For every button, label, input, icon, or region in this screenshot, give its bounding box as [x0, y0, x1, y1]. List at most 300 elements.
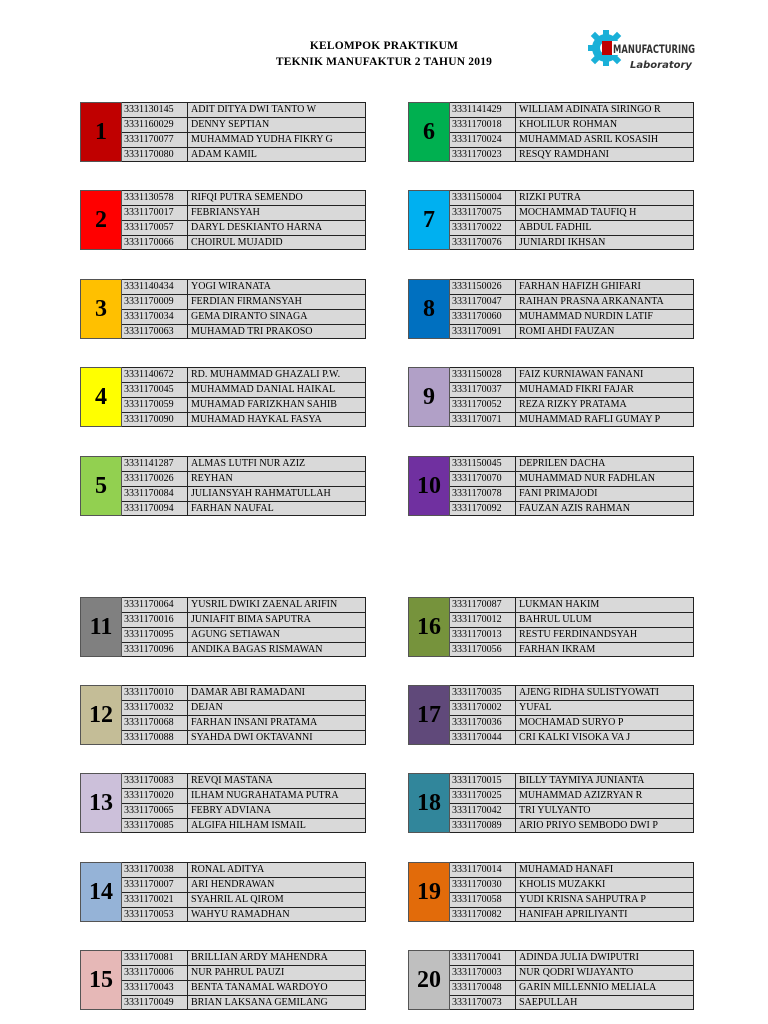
student-name: GEMA DIRANTO SINAGA	[188, 309, 366, 324]
student-name: ALGIFA HILHAM ISMAIL	[188, 818, 366, 833]
group-5	[80, 456, 366, 516]
group-20	[408, 950, 694, 1010]
student-name: AGUNG SETIAWAN	[188, 627, 366, 642]
group-7	[408, 190, 694, 250]
student-name: MUHAMAD FIKRI FAJAR	[516, 382, 694, 397]
student-name: FARHAN INSANI PRATAMA	[188, 715, 366, 730]
student-id: 3331170015	[450, 773, 516, 788]
table-row	[450, 412, 694, 427]
student-id: 3331170095	[122, 627, 188, 642]
table-row	[450, 597, 694, 612]
student-id: 3331170024	[450, 132, 516, 147]
student-id: 3331170063	[122, 324, 188, 339]
page-title: KELOMPOK PRAKTIKUM	[309, 40, 459, 52]
group-number: 7	[408, 190, 450, 250]
member-table	[122, 279, 366, 339]
student-id: 3331170010	[122, 685, 188, 700]
student-name: AJENG RIDHA SULISTYOWATI	[516, 685, 694, 700]
student-id: 3331170018	[450, 117, 516, 132]
student-id: 3331170070	[450, 471, 516, 486]
table-row	[122, 803, 366, 818]
table-row	[122, 950, 366, 965]
table-row	[450, 965, 694, 980]
table-row	[122, 730, 366, 745]
student-id: 3331170041	[450, 950, 516, 965]
table-row	[122, 818, 366, 833]
student-id: 3331170058	[450, 892, 516, 907]
student-name: MUHAMMAD DANIAL HAIKAL	[188, 382, 366, 397]
table-row	[122, 907, 366, 922]
page-subtitle: TEKNIK MANUFAKTUR 2 TAHUN 2019	[275, 56, 493, 68]
student-id: 3331170038	[122, 862, 188, 877]
student-name: SYAHDA DWI OKTAVANNI	[188, 730, 366, 745]
group-number: 13	[80, 773, 122, 833]
student-name: MUHAMAD HAYKAL FASYA	[188, 412, 366, 427]
student-name: RESQY RAMDHANI	[516, 147, 694, 162]
student-name: KHOLIS MUZAKKI	[516, 877, 694, 892]
student-id: 3331170060	[450, 309, 516, 324]
student-name: JUNIARDI IKHSAN	[516, 235, 694, 250]
table-row	[450, 471, 694, 486]
student-id: 3331170047	[450, 294, 516, 309]
group-number: 15	[80, 950, 122, 1010]
student-name: KHOLILUR ROHMAN	[516, 117, 694, 132]
table-row	[122, 220, 366, 235]
student-id: 3331170052	[450, 397, 516, 412]
group-2	[80, 190, 366, 250]
member-table	[122, 773, 366, 833]
student-name: MUHAMMAD NUR FADHLAN	[516, 471, 694, 486]
student-name: LUKMAN HAKIM	[516, 597, 694, 612]
group-9	[408, 367, 694, 427]
student-name: YUFAL	[516, 700, 694, 715]
student-name: BENTA TANAMAL WARDOYO	[188, 980, 366, 995]
group-16	[408, 597, 694, 657]
table-row	[122, 132, 366, 147]
student-name: BRIAN LAKSANA GEMILANG	[188, 995, 366, 1010]
table-row	[450, 818, 694, 833]
table-row	[450, 642, 694, 657]
table-row	[122, 486, 366, 501]
table-row	[122, 597, 366, 612]
group-number: 6	[408, 102, 450, 162]
student-name: NUR QODRI WIJAYANTO	[516, 965, 694, 980]
student-id: 3331130145	[122, 102, 188, 117]
member-table	[122, 190, 366, 250]
student-id: 3331170012	[450, 612, 516, 627]
member-table	[450, 279, 694, 339]
student-name: RONAL ADITYA	[188, 862, 366, 877]
member-table	[450, 102, 694, 162]
table-row	[450, 324, 694, 339]
student-id: 3331170026	[122, 471, 188, 486]
student-name: DAMAR ABI RAMADANI	[188, 685, 366, 700]
student-name: ARIO PRIYO SEMBODO DWI P	[516, 818, 694, 833]
group-11	[80, 597, 366, 657]
student-name: DEJAN	[188, 700, 366, 715]
group-number: 17	[408, 685, 450, 745]
student-name: ADAM KAMIL	[188, 147, 366, 162]
student-name: ADIT DITYA DWI TANTO W	[188, 102, 366, 117]
table-row	[450, 995, 694, 1010]
student-name: GARIN MILLENNIO MELIALA	[516, 980, 694, 995]
student-id: 3331170032	[122, 700, 188, 715]
student-id: 3331170076	[450, 235, 516, 250]
logo-text: MANUFACTURING	[613, 42, 695, 56]
table-row	[450, 877, 694, 892]
student-name: BRILLIAN ARDY MAHENDRA	[188, 950, 366, 965]
member-table	[450, 862, 694, 922]
group-number: 20	[408, 950, 450, 1010]
member-table	[122, 456, 366, 516]
group-18	[408, 773, 694, 833]
student-id: 3331170034	[122, 309, 188, 324]
student-name: DENNY SEPTIAN	[188, 117, 366, 132]
student-id: 3331170080	[122, 147, 188, 162]
table-row	[450, 486, 694, 501]
table-row	[450, 294, 694, 309]
member-table	[122, 862, 366, 922]
student-name: MUHAMAD HANAFI	[516, 862, 694, 877]
member-table	[122, 597, 366, 657]
student-name: ADINDA JULIA DWIPUTRI	[516, 950, 694, 965]
student-name: FAIZ KURNIAWAN FANANI	[516, 367, 694, 382]
student-id: 3331170048	[450, 980, 516, 995]
table-row	[122, 892, 366, 907]
member-table	[450, 367, 694, 427]
student-name: RESTU FERDINANDSYAH	[516, 627, 694, 642]
table-row	[122, 685, 366, 700]
student-id: 3331140434	[122, 279, 188, 294]
student-id: 3331170023	[450, 147, 516, 162]
student-name: FAUZAN AZIS RAHMAN	[516, 501, 694, 516]
student-name: MUHAMMAD ASRIL KOSASIH	[516, 132, 694, 147]
student-name: SAEPULLAH	[516, 995, 694, 1010]
table-row	[122, 642, 366, 657]
group-number: 19	[408, 862, 450, 922]
student-id: 3331170006	[122, 965, 188, 980]
group-number: 11	[80, 597, 122, 657]
student-name: CHOIRUL MUJADID	[188, 235, 366, 250]
student-name: REVQI MASTANA	[188, 773, 366, 788]
student-id: 3331170092	[450, 501, 516, 516]
student-name: REZA RIZKY PRATAMA	[516, 397, 694, 412]
student-id: 3331170036	[450, 715, 516, 730]
student-id: 3331150045	[450, 456, 516, 471]
student-id: 3331170068	[122, 715, 188, 730]
student-id: 3331150004	[450, 190, 516, 205]
member-table	[122, 685, 366, 745]
table-row	[450, 190, 694, 205]
table-row	[450, 803, 694, 818]
group-number: 8	[408, 279, 450, 339]
table-row	[450, 685, 694, 700]
student-id: 3331170045	[122, 382, 188, 397]
table-row	[450, 382, 694, 397]
student-name: NUR PAHRUL PAUZI	[188, 965, 366, 980]
student-name: ARI HENDRAWAN	[188, 877, 366, 892]
group-8	[408, 279, 694, 339]
table-row	[122, 471, 366, 486]
table-row	[122, 862, 366, 877]
table-row	[122, 190, 366, 205]
student-id: 3331170042	[450, 803, 516, 818]
table-row	[450, 147, 694, 162]
group-3	[80, 279, 366, 339]
table-row	[450, 892, 694, 907]
group-number: 4	[80, 367, 122, 427]
group-14	[80, 862, 366, 922]
group-19	[408, 862, 694, 922]
student-id: 3331140672	[122, 367, 188, 382]
member-table	[122, 367, 366, 427]
manufacturing-lab-logo	[588, 24, 698, 76]
student-id: 3331170013	[450, 627, 516, 642]
table-row	[450, 235, 694, 250]
group-17	[408, 685, 694, 745]
student-id: 3331170016	[122, 612, 188, 627]
student-id: 3331170084	[122, 486, 188, 501]
group-6	[408, 102, 694, 162]
group-number: 10	[408, 456, 450, 516]
student-name: RAIHAN PRASNA ARKANANTA	[516, 294, 694, 309]
student-name: FEBRIANSYAH	[188, 205, 366, 220]
table-row	[450, 279, 694, 294]
student-id: 3331170066	[122, 235, 188, 250]
student-id: 3331170017	[122, 205, 188, 220]
student-id: 3331170087	[450, 597, 516, 612]
student-name: REYHAN	[188, 471, 366, 486]
table-row	[122, 501, 366, 516]
student-id: 3331170007	[122, 877, 188, 892]
group-number: 3	[80, 279, 122, 339]
student-id: 3331170064	[122, 597, 188, 612]
student-name: MUHAMAD TRI PRAKOSO	[188, 324, 366, 339]
student-id: 3331170043	[122, 980, 188, 995]
student-name: CRI KALKI VISOKA VA J	[516, 730, 694, 745]
member-table	[122, 102, 366, 162]
student-id: 3331170090	[122, 412, 188, 427]
student-name: YOGI WIRANATA	[188, 279, 366, 294]
student-name: FANI PRIMAJODI	[516, 486, 694, 501]
member-table	[122, 950, 366, 1010]
table-row	[122, 309, 366, 324]
student-name: FARHAN NAUFAL	[188, 501, 366, 516]
student-id: 3331170096	[122, 642, 188, 657]
student-id: 3331170089	[450, 818, 516, 833]
student-id: 3331141429	[450, 102, 516, 117]
student-id: 3331170009	[122, 294, 188, 309]
student-id: 3331170077	[122, 132, 188, 147]
student-id: 3331170056	[450, 642, 516, 657]
student-id: 3331160029	[122, 117, 188, 132]
student-id: 3331170088	[122, 730, 188, 745]
table-row	[450, 730, 694, 745]
table-row	[122, 324, 366, 339]
member-table	[450, 950, 694, 1010]
table-row	[122, 612, 366, 627]
table-row	[450, 700, 694, 715]
table-row	[122, 877, 366, 892]
student-id: 3331170082	[450, 907, 516, 922]
table-row	[450, 612, 694, 627]
group-1	[80, 102, 366, 162]
group-number: 5	[80, 456, 122, 516]
student-id: 3331170037	[450, 382, 516, 397]
table-row	[450, 788, 694, 803]
table-row	[122, 397, 366, 412]
student-id: 3331170021	[122, 892, 188, 907]
student-id: 3331170075	[450, 205, 516, 220]
student-id: 3331170078	[450, 486, 516, 501]
student-name: MOCHAMAD SURYO P	[516, 715, 694, 730]
table-row	[122, 965, 366, 980]
table-row	[122, 205, 366, 220]
member-table	[450, 456, 694, 516]
group-4	[80, 367, 366, 427]
student-name: ILHAM NUGRAHATAMA PUTRA	[188, 788, 366, 803]
table-row	[450, 205, 694, 220]
student-id: 3331170053	[122, 907, 188, 922]
student-id: 3331170002	[450, 700, 516, 715]
logo-subtext: Laboratory	[630, 60, 692, 71]
table-row	[450, 715, 694, 730]
table-row	[122, 147, 366, 162]
student-name: ANDIKA BAGAS RISMAWAN	[188, 642, 366, 657]
student-name: FERDIAN FIRMANSYAH	[188, 294, 366, 309]
student-name: BAHRUL ULUM	[516, 612, 694, 627]
member-table	[450, 190, 694, 250]
table-row	[450, 456, 694, 471]
group-12	[80, 685, 366, 745]
table-row	[450, 220, 694, 235]
student-id: 3331170085	[122, 818, 188, 833]
group-number: 12	[80, 685, 122, 745]
student-id: 3331141287	[122, 456, 188, 471]
group-number: 1	[80, 102, 122, 162]
student-name: FEBRY ADVIANA	[188, 803, 366, 818]
table-row	[122, 117, 366, 132]
student-id: 3331170094	[122, 501, 188, 516]
student-name: HANIFAH APRILIYANTI	[516, 907, 694, 922]
student-name: ABDUL FADHIL	[516, 220, 694, 235]
table-row	[450, 627, 694, 642]
table-row	[450, 862, 694, 877]
student-id: 3331150028	[450, 367, 516, 382]
student-name: BILLY TAYMIYA JUNIANTA	[516, 773, 694, 788]
student-name: RIZKI PUTRA	[516, 190, 694, 205]
student-id: 3331170073	[450, 995, 516, 1010]
group-number: 14	[80, 862, 122, 922]
table-row	[122, 235, 366, 250]
student-name: TRI YULYANTO	[516, 803, 694, 818]
table-row	[122, 980, 366, 995]
student-id: 3331170057	[122, 220, 188, 235]
table-row	[450, 367, 694, 382]
table-row	[122, 773, 366, 788]
member-table	[450, 773, 694, 833]
group-10	[408, 456, 694, 516]
student-name: JULIANSYAH RAHMATULLAH	[188, 486, 366, 501]
member-table	[450, 597, 694, 657]
student-name: DARYL DESKIANTO HARNA	[188, 220, 366, 235]
table-row	[450, 773, 694, 788]
student-id: 3331170091	[450, 324, 516, 339]
table-row	[450, 117, 694, 132]
student-id: 3331150026	[450, 279, 516, 294]
table-row	[122, 627, 366, 642]
member-table	[450, 685, 694, 745]
student-name: WILLIAM ADINATA SIRINGO R	[516, 102, 694, 117]
group-number: 18	[408, 773, 450, 833]
group-number: 2	[80, 190, 122, 250]
student-name: FARHAN IKRAM	[516, 642, 694, 657]
student-name: DEPRILEN DACHA	[516, 456, 694, 471]
student-name: WAHYU RAMADHAN	[188, 907, 366, 922]
student-id: 3331170014	[450, 862, 516, 877]
table-row	[122, 382, 366, 397]
student-name: FARHAN HAFIZH GHIFARI	[516, 279, 694, 294]
table-row	[122, 102, 366, 117]
student-id: 3331170083	[122, 773, 188, 788]
table-row	[450, 907, 694, 922]
student-id: 3331170065	[122, 803, 188, 818]
group-number: 16	[408, 597, 450, 657]
table-row	[122, 412, 366, 427]
table-row	[122, 367, 366, 382]
student-id: 3331170020	[122, 788, 188, 803]
table-row	[450, 980, 694, 995]
table-row	[122, 279, 366, 294]
table-row	[122, 788, 366, 803]
table-row	[122, 294, 366, 309]
table-row	[450, 950, 694, 965]
student-name: ROMI AHDI FAUZAN	[516, 324, 694, 339]
student-id: 3331170035	[450, 685, 516, 700]
student-name: MUHAMMAD RAFLI GUMAY P	[516, 412, 694, 427]
student-id: 3331130578	[122, 190, 188, 205]
student-name: MOCHAMMAD TAUFIQ H	[516, 205, 694, 220]
student-name: ALMAS LUTFI NUR AZIZ	[188, 456, 366, 471]
student-id: 3331170081	[122, 950, 188, 965]
table-row	[450, 397, 694, 412]
student-name: MUHAMMAD AZIZRYAN R	[516, 788, 694, 803]
table-row	[122, 700, 366, 715]
student-name: MUHAMAD FARIZKHAN SAHIB	[188, 397, 366, 412]
group-number: 9	[408, 367, 450, 427]
table-row	[122, 715, 366, 730]
table-row	[450, 132, 694, 147]
student-name: YUSRIL DWIKI ZAENAL ARIFIN	[188, 597, 366, 612]
student-name: MUHAMMAD NURDIN LATIF	[516, 309, 694, 324]
table-row	[450, 102, 694, 117]
student-name: YUDI KRISNA SAHPUTRA P	[516, 892, 694, 907]
student-id: 3331170071	[450, 412, 516, 427]
student-id: 3331170022	[450, 220, 516, 235]
student-name: MUHAMMAD YUDHA FIKRY G	[188, 132, 366, 147]
student-id: 3331170049	[122, 995, 188, 1010]
student-id: 3331170030	[450, 877, 516, 892]
student-id: 3331170059	[122, 397, 188, 412]
student-id: 3331170003	[450, 965, 516, 980]
student-name: RD. MUHAMMAD GHAZALI P.W.	[188, 367, 366, 382]
student-id: 3331170025	[450, 788, 516, 803]
student-name: JUNIAFIT BIMA SAPUTRA	[188, 612, 366, 627]
group-15	[80, 950, 366, 1010]
student-id: 3331170044	[450, 730, 516, 745]
student-name: RIFQI PUTRA SEMENDO	[188, 190, 366, 205]
table-row	[450, 309, 694, 324]
